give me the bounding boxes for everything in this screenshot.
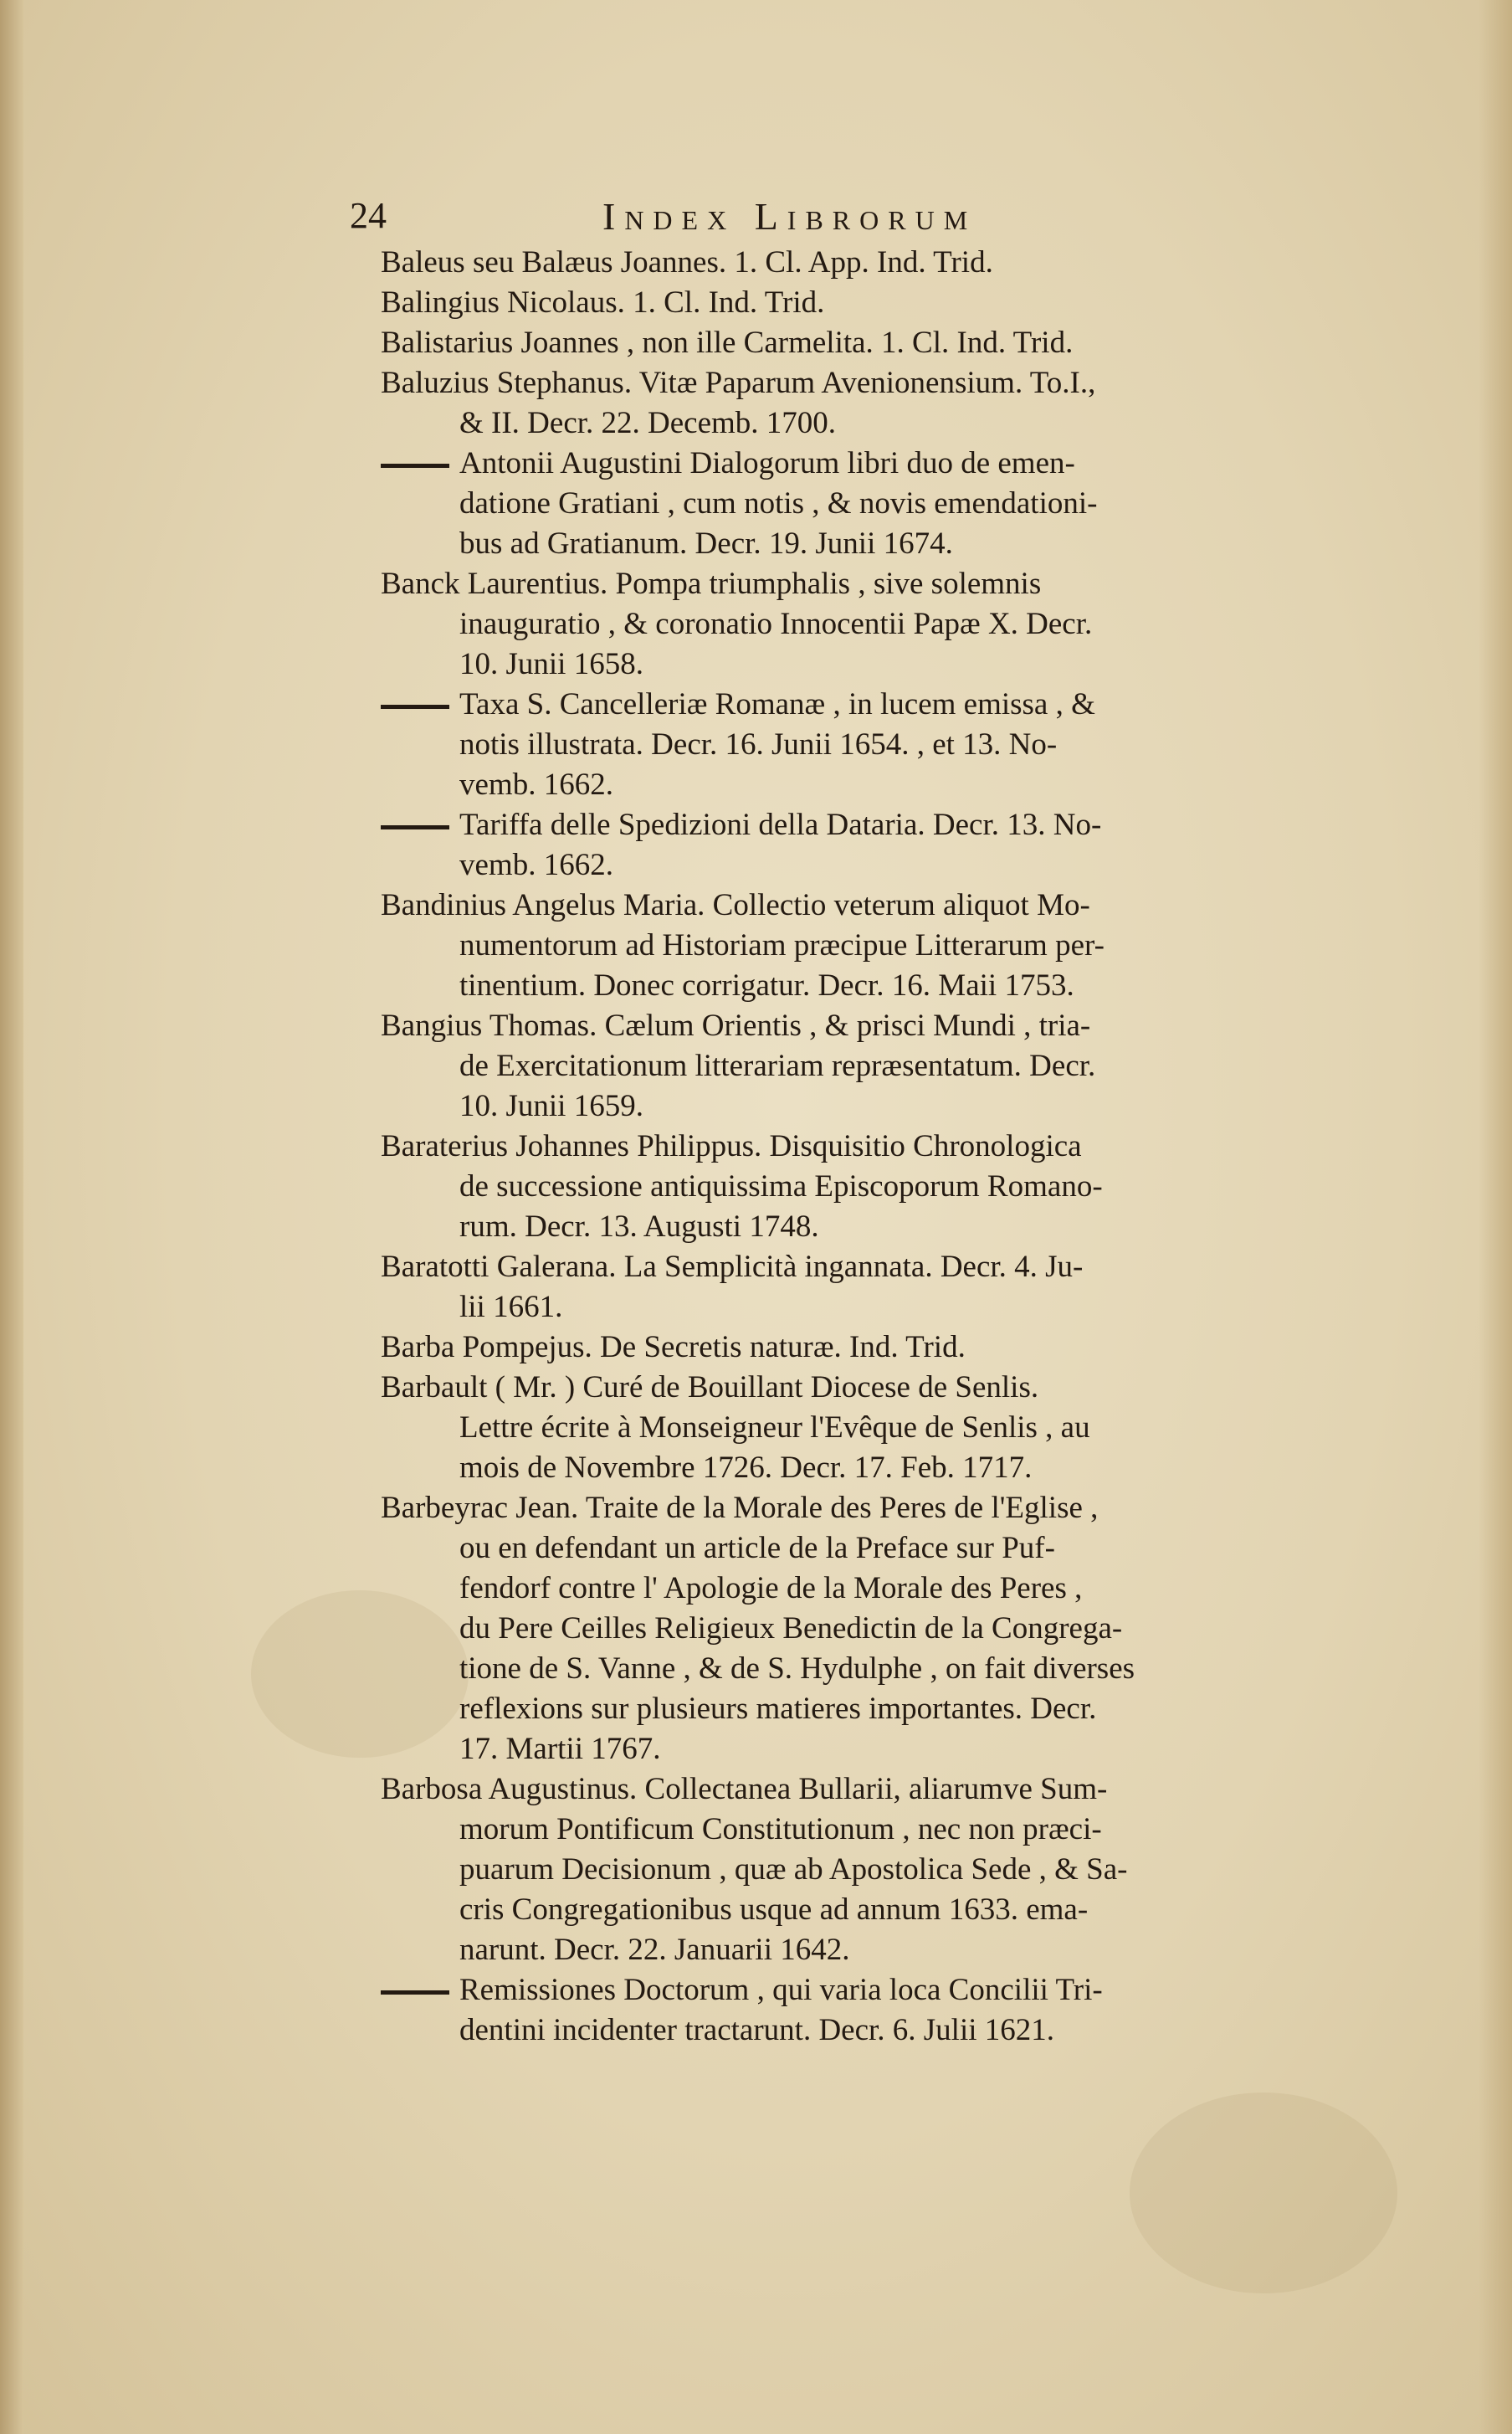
index-entry	[381, 323, 1351, 363]
index-entry	[381, 1006, 1351, 1127]
entry-text: Balingius Nicolaus. 1. Cl. Ind. Trid.	[381, 285, 825, 320]
index-entry	[381, 1327, 1351, 1368]
index-entry	[381, 564, 1351, 685]
index-entry	[381, 1368, 1351, 1488]
index-entry	[381, 1127, 1351, 1247]
entry-text: Baleus seu Balæus Joannes. 1. Cl. App. Ind. Trid.	[381, 245, 993, 280]
entry-text: Baratotti Galerana. La Semplicità ingannata. Decr. 4. Ju- lii 1661.	[381, 1250, 1084, 1324]
entry-text: Barbault ( Mr. ) Curé de Bouillant Diocese de Senlis. Lettre écrite à Monseigneur l'Evêque de Senlis , au mois de Novembre 1726. Decr. 17. Feb. 1717.	[381, 1370, 1090, 1485]
index-entry-continuation	[381, 1970, 1351, 2051]
index-entry-continuation	[381, 685, 1351, 805]
entry-text: Barbosa Augustinus. Collectanea Bullarii, aliarumve Sum- morum Pontificum Constitutionum , nec non præci- puarum Decisionum , quæ ab Apostolica Sede , & Sa- cris Congregationibus usque ad annum 1633. ema- narunt. Decr. 22. Januarii 1642.	[381, 1772, 1128, 1967]
entry-text: Banck Laurentius. Pompa triumphalis , sive solemnis inauguratio , & coronatio Innocentii Papæ X. Decr. 10. Junii 1658.	[381, 567, 1093, 681]
index-entry	[381, 363, 1351, 444]
index-entry	[381, 243, 1351, 283]
index-entry	[381, 1769, 1351, 1970]
page-edge	[1479, 0, 1512, 2434]
entry-text: Barbeyrac Jean. Traite de la Morale des Peres de l'Eglise , ou en defendant un article de la Preface sur Puf- fendorf contre l' Apologie de la Morale des Peres , du Pere Ceilles Religieux Benedictin de la Congrega- tione de S. Vanne , & de S. Hydulphe , on fait diverses reflexions sur plusieurs matieres importantes. Decr. 17. Martii 1767.	[381, 1491, 1135, 1766]
page-header	[350, 194, 1187, 244]
index-entry-continuation	[381, 805, 1351, 886]
page-number: 24	[350, 195, 387, 236]
index-entries	[381, 243, 1351, 2051]
entry-text: Balistarius Joannes , non ille Carmelita. 1. Cl. Ind. Trid.	[381, 326, 1074, 360]
entry-text: Barba Pompejus. De Secretis naturæ. Ind. Trid.	[381, 1330, 966, 1364]
index-entry-continuation	[381, 444, 1351, 564]
index-entry	[381, 1488, 1351, 1769]
entry-text: Baraterius Johannes Philippus. Disquisitio Chronologica de successione antiquissima Episcoporum Romano- rum. Decr. 13. Augusti 1748.	[381, 1129, 1103, 1244]
ditto-dash	[381, 464, 449, 468]
index-entry	[381, 1247, 1351, 1327]
ditto-dash	[381, 1990, 449, 1995]
page-gutter	[0, 0, 23, 2434]
ditto-dash	[381, 705, 449, 709]
ditto-dash	[381, 825, 449, 829]
entry-text: Bandinius Angelus Maria. Collectio veterum aliquot Mo- numentorum ad Historiam præcipue Litterarum per- tinentium. Donec corrigatur. Decr. 16. Maii 1753.	[381, 888, 1105, 1003]
entry-text: Baluzius Stephanus. Vitæ Paparum Avenionensium. To.I., & II. Decr. 22. Decemb. 1700.	[381, 366, 1096, 440]
entry-text: Antonii Augustini Dialogorum libri duo de emen- datione Gratiani , cum notis , & novis emendationi- bus ad Gratianum. Decr. 19. Junii 1674.	[459, 446, 1098, 561]
entry-text: Remissiones Doctorum , qui varia loca Concilii Tri- dentini incidenter tractarunt. Decr. 6. Julii 1621.	[459, 1973, 1103, 2047]
paper-stain	[1130, 2093, 1397, 2293]
entry-text: Bangius Thomas. Cælum Orientis , & prisci Mundi , tria- de Exercitationum litterariam repræsentatum. Decr. 10. Junii 1659.	[381, 1009, 1096, 1123]
running-title: Index Librorum	[602, 195, 977, 238]
index-entry	[381, 283, 1351, 323]
index-entry	[381, 886, 1351, 1006]
entry-text: Taxa S. Cancelleriæ Romanæ , in lucem emissa , & notis illustrata. Decr. 16. Junii 1654. , et 13. No- vemb. 1662.	[459, 687, 1095, 802]
entry-text: Tariffa delle Spedizioni della Dataria. Decr. 13. No- vemb. 1662.	[459, 808, 1102, 882]
